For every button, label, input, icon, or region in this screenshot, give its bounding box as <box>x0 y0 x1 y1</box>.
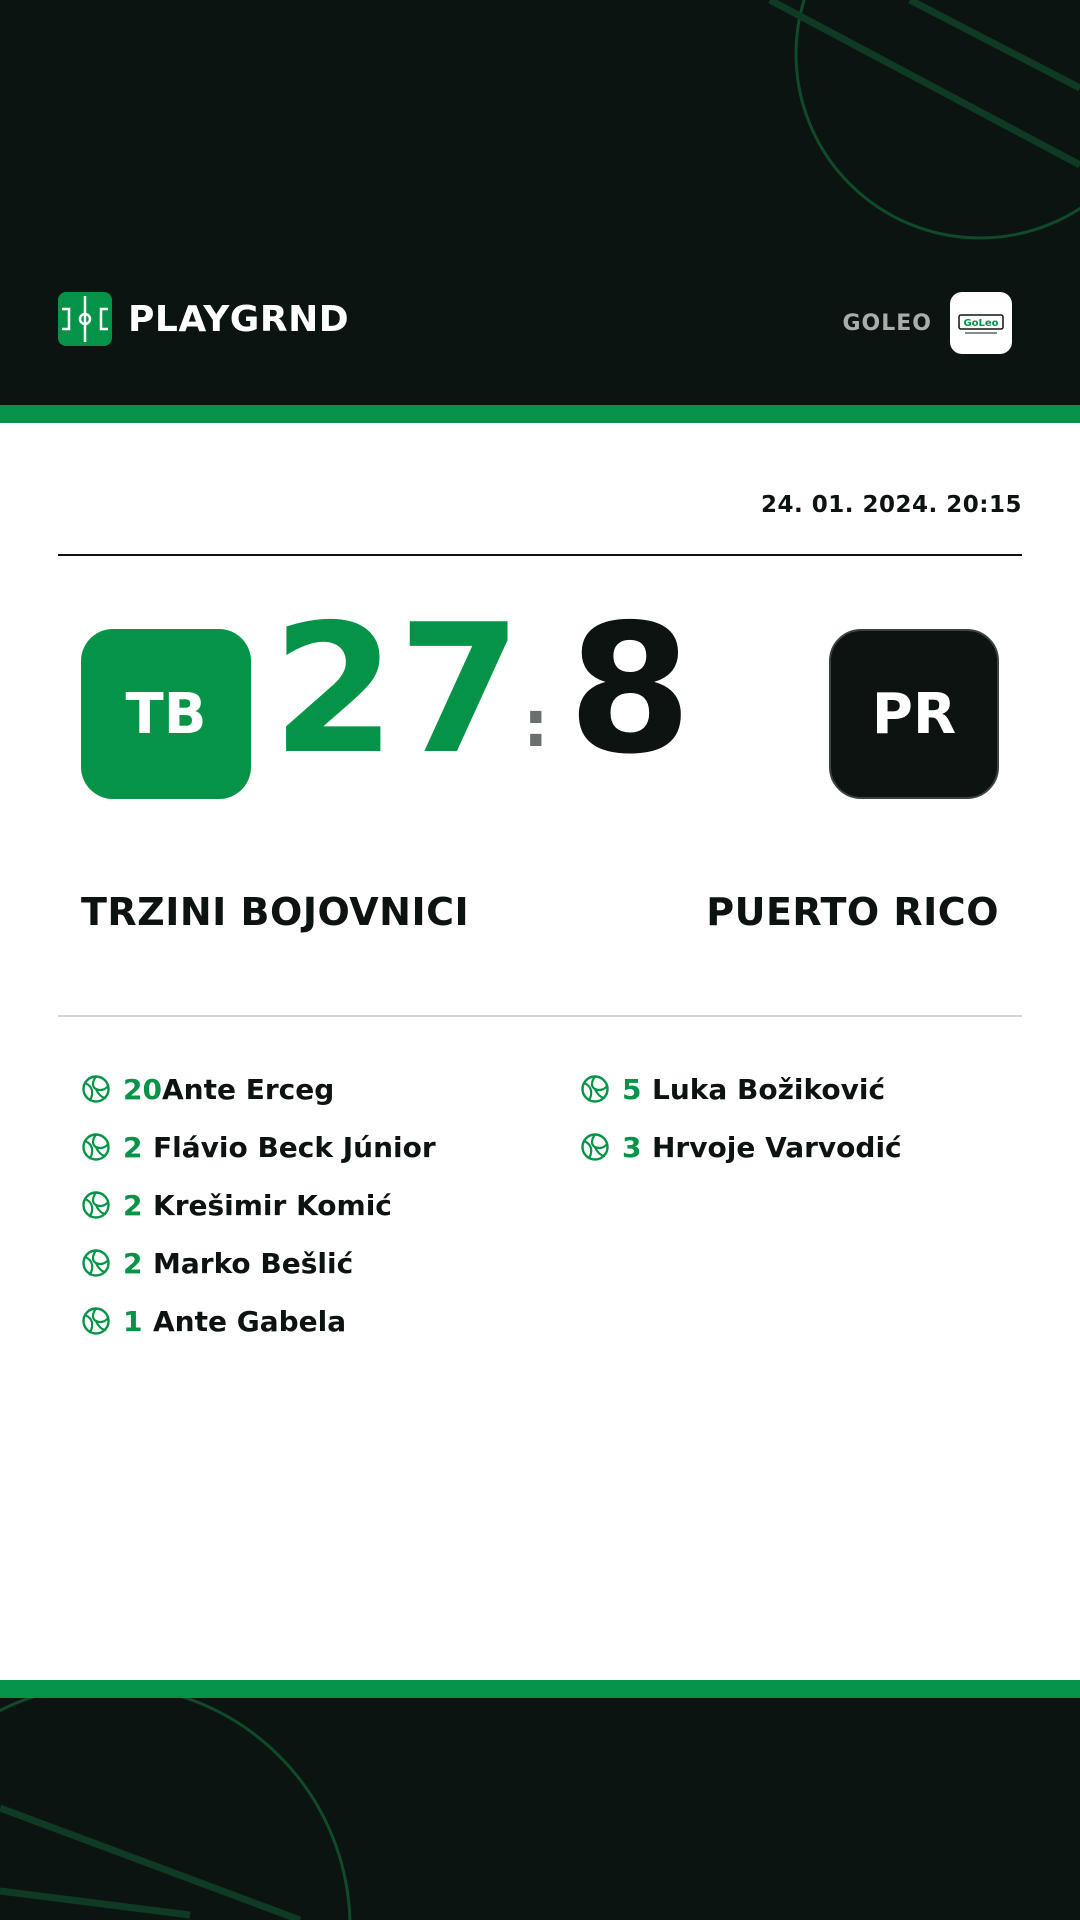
home-team-name: TRZINI BOJOVNICI <box>81 890 470 934</box>
pitch-lines-decoration <box>0 1698 1080 1920</box>
scorer-goals: 3 <box>622 1130 642 1164</box>
home-team-badge: TB <box>81 629 251 799</box>
ball-icon <box>81 1248 111 1278</box>
ball-icon <box>81 1132 111 1162</box>
svg-text:GoLeo: GoLeo <box>963 318 999 329</box>
home-scorers-list <box>81 1060 436 1350</box>
scorer-row <box>81 1292 436 1350</box>
scorer-name: Ante Gabela <box>153 1304 347 1338</box>
scorer-goals: 20 <box>123 1072 162 1106</box>
sponsor-label: GOLEO <box>842 310 932 336</box>
ball-icon <box>580 1074 610 1104</box>
scorer-name: Krešimir Komić <box>153 1188 392 1222</box>
home-score: 27 <box>272 586 524 793</box>
scorer-name: Ante Erceg <box>161 1072 335 1106</box>
scorer-name: Flávio Beck Júnior <box>153 1130 436 1164</box>
scorer-goals: 2 <box>123 1188 143 1222</box>
divider-light <box>58 1015 1022 1017</box>
ball-icon <box>580 1132 610 1162</box>
scorer-goals: 1 <box>123 1304 143 1338</box>
away-score: 8 <box>568 586 694 793</box>
scorer-name: Hrvoje Varvodić <box>652 1130 902 1164</box>
scorer-row <box>81 1118 436 1176</box>
scorer-goals: 2 <box>123 1246 143 1280</box>
brand <box>58 292 349 346</box>
away-team-name: PUERTO RICO <box>706 890 999 934</box>
divider <box>58 554 1022 556</box>
away-scorers-list <box>580 1060 902 1176</box>
match-datetime: 24. 01. 2024. 20:15 <box>761 492 1022 518</box>
ball-icon <box>81 1306 111 1336</box>
scorer-row <box>81 1234 436 1292</box>
away-team-badge: PR <box>829 629 999 799</box>
scorer-goals: 5 <box>622 1072 642 1106</box>
score-separator: : <box>523 688 549 762</box>
scorer-name: Marko Bešlić <box>153 1246 354 1280</box>
header <box>0 0 1080 405</box>
brand-name: PLAYGRND <box>128 298 350 340</box>
scorer-name: Luka Božiković <box>652 1072 886 1106</box>
pitch-icon <box>58 292 112 346</box>
scorer-row <box>81 1176 436 1234</box>
accent-bar-bottom <box>0 1680 1080 1698</box>
ball-icon <box>81 1190 111 1220</box>
scorer-row <box>580 1060 902 1118</box>
scorer-row <box>81 1060 436 1118</box>
ball-icon <box>81 1074 111 1104</box>
sponsor <box>842 292 1012 354</box>
scorer-goals: 2 <box>123 1130 143 1164</box>
footer <box>0 1698 1080 1920</box>
sponsor-logo <box>950 292 1012 354</box>
accent-bar-top <box>0 405 1080 423</box>
scorer-row <box>580 1118 902 1176</box>
